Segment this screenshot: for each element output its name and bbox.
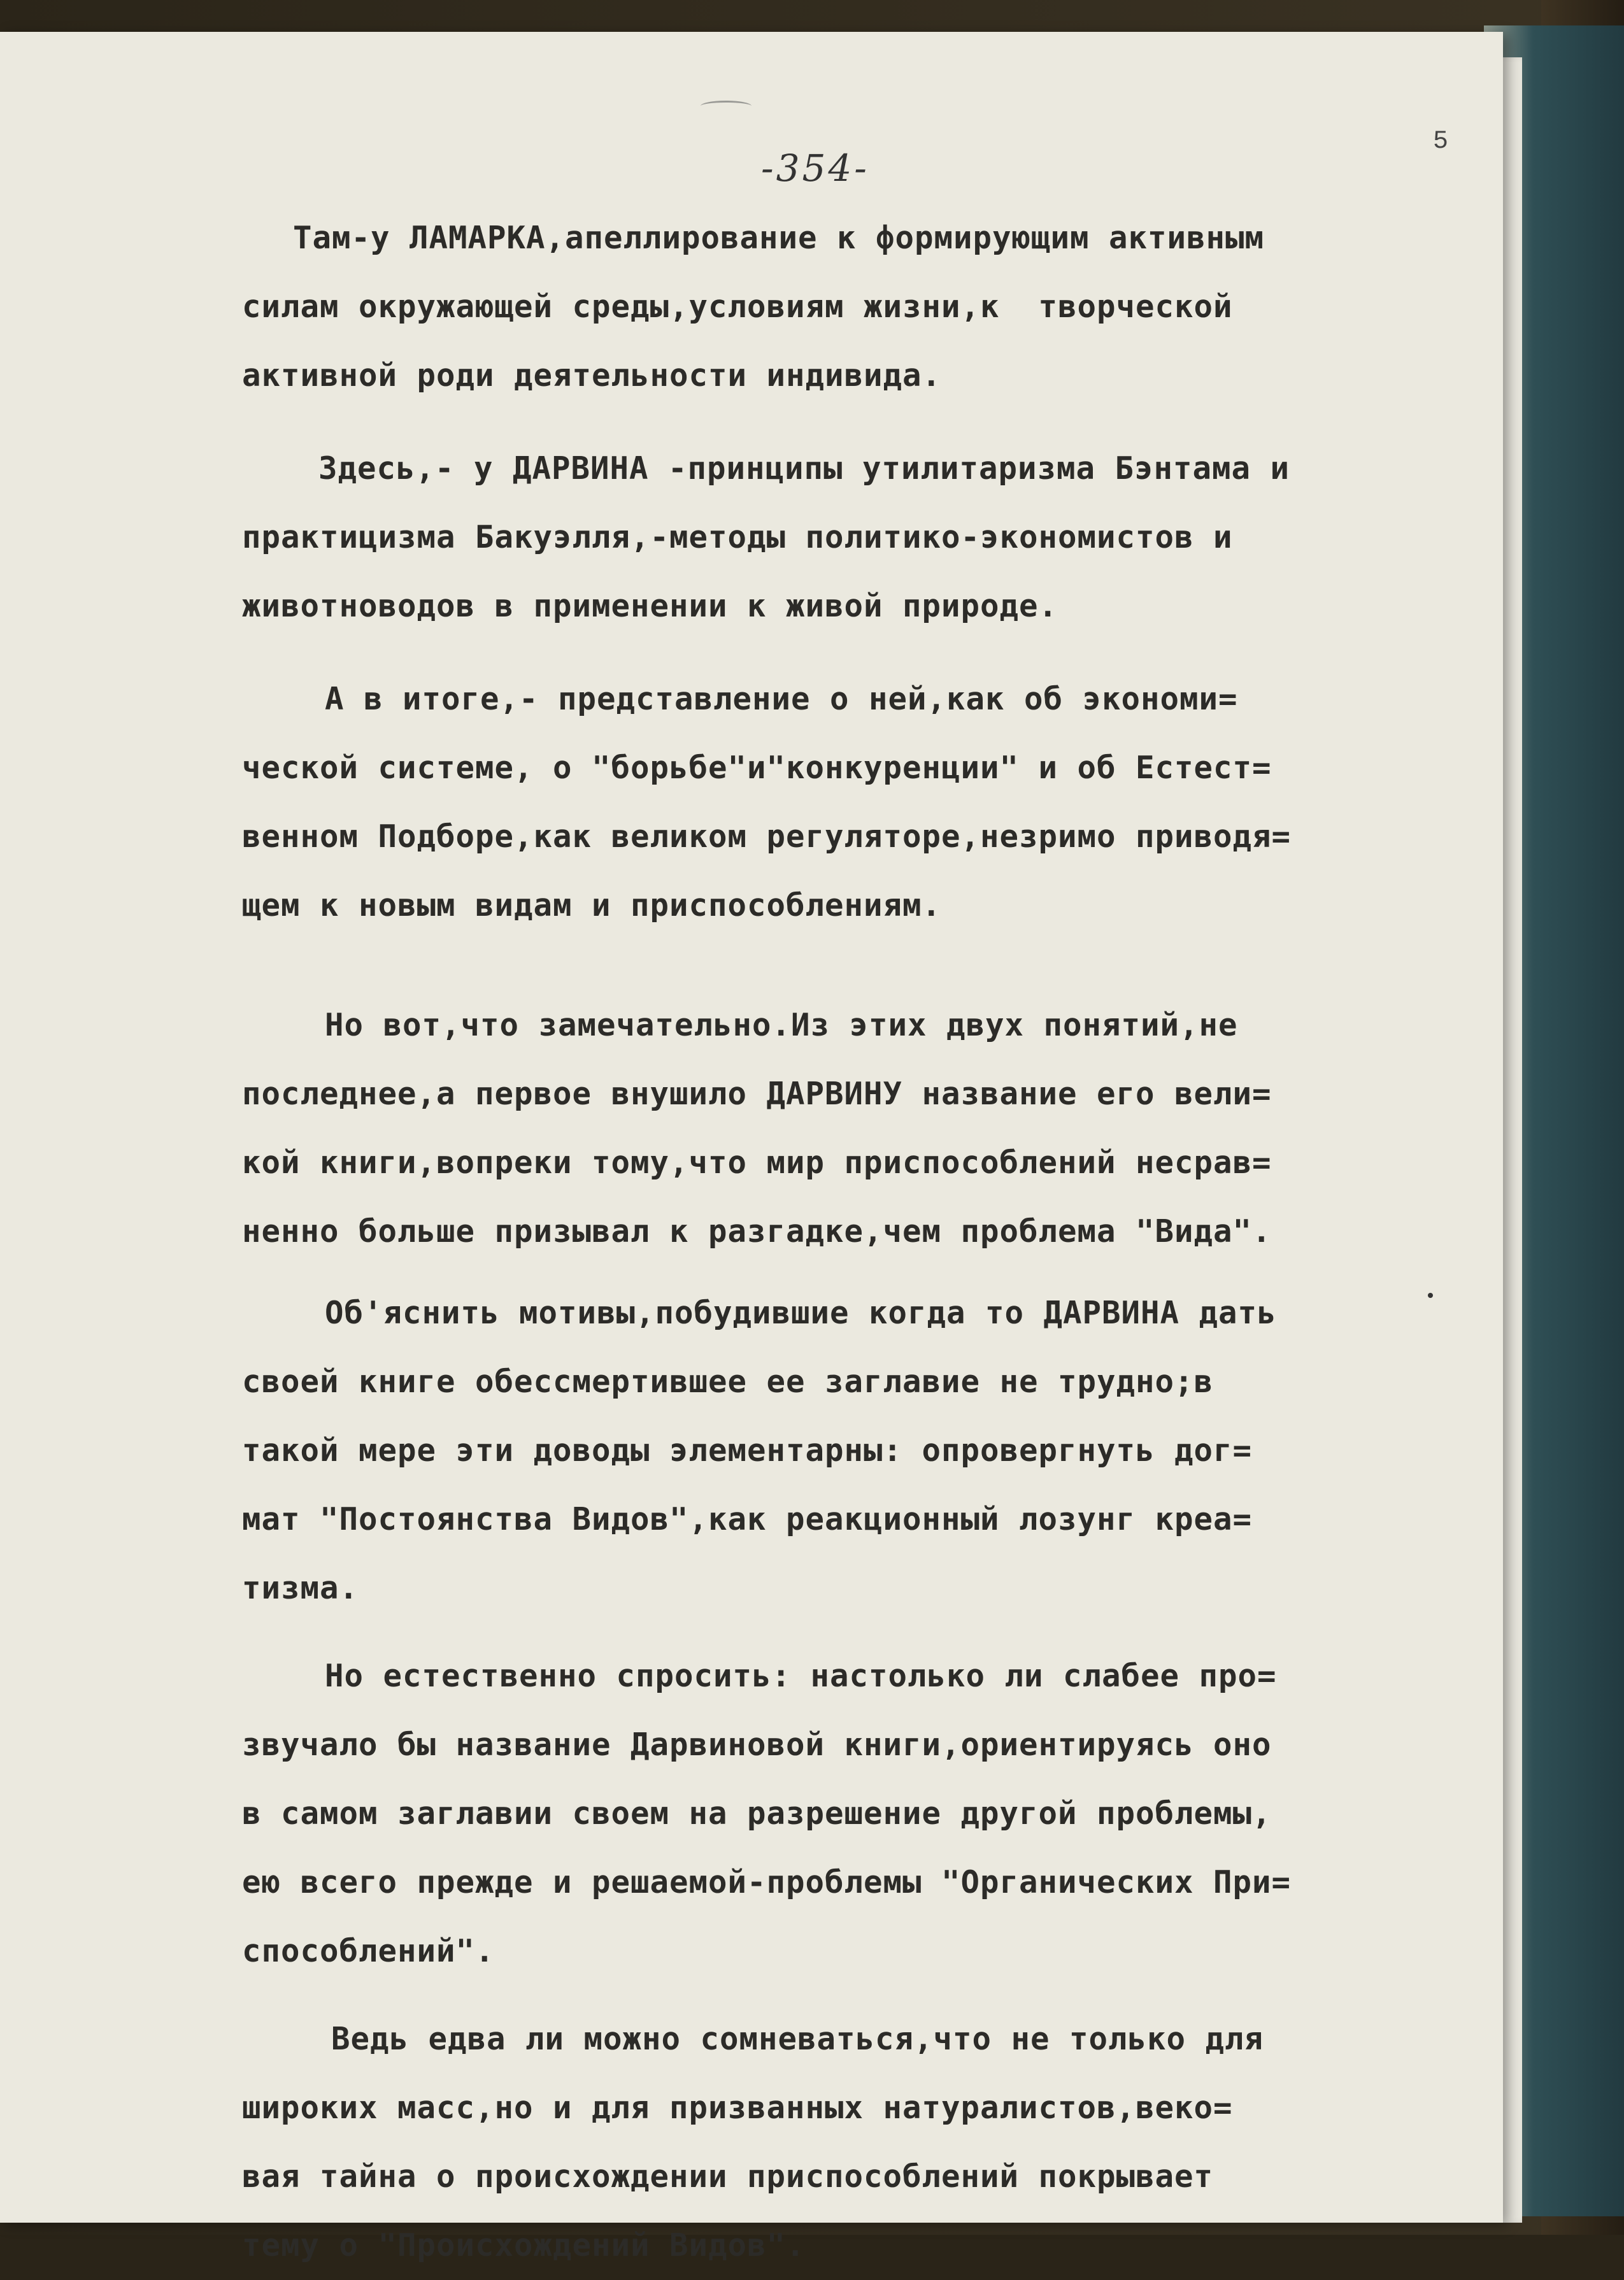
body-text — [242, 204, 1452, 2280]
text-line: Об'яснить мотивы,побудившие когда то ДАРВИНА дать — [325, 1295, 1277, 1331]
text-line: широких масс,но и для призванных натуралистов,веко= — [242, 2090, 1233, 2126]
paragraph — [242, 1642, 1452, 1986]
text-line: Здесь,- у ДАРВИНА -принципы утилитаризма Бэнтама и — [318, 450, 1290, 487]
text-line: звучало бы название Дарвиновой книги,ориентируясь оно — [242, 1727, 1272, 1763]
text-line: венном Подборе,как великом регуляторе,незримо приводя= — [242, 818, 1292, 855]
text-line: в самом заглавии своем на разрешение другой проблемы, — [242, 1795, 1272, 1832]
text-line: активной роди деятельности индивида. — [242, 357, 942, 394]
typewritten-page — [0, 32, 1503, 2263]
text-line: А в итоге,- представление о ней,как об экономи= — [325, 681, 1238, 717]
text-line: щем к новым видам и приспособлениям. — [242, 887, 942, 923]
paragraph — [242, 2005, 1452, 2280]
ink-dot — [1428, 1293, 1433, 1298]
text-line: такой мере эти доводы элементарны: опровергнуть дог= — [242, 1432, 1253, 1469]
text-line: Ведь едва ли можно сомневаться,что не только для — [331, 2021, 1264, 2057]
text-line: ею всего прежде и решаемой-проблемы "Органических При= — [242, 1864, 1292, 1900]
text-line: ческой системе, о "борьбе"и"конкуренции" и об Естест= — [242, 750, 1272, 786]
text-line: способлений". — [242, 1933, 495, 1969]
paragraph — [242, 991, 1452, 1266]
text-line: Но естественно спросить: настолько ли слабее про= — [325, 1658, 1277, 1694]
text-line: Там-у ЛАМАРКА,апеллирование к формирующим активным — [293, 220, 1265, 256]
text-line: мат "Постоянства Видов",как реакционный лозунг креа= — [242, 1501, 1253, 1537]
text-line: тему о "Происхождений Видов". — [242, 2227, 806, 2263]
page-number: -354- — [761, 146, 869, 190]
text-line: последнее,а первое внушило ДАРВИНУ название его вели= — [242, 1076, 1272, 1112]
paragraph — [242, 1279, 1452, 1623]
text-line: тизма. — [242, 1570, 359, 1606]
paragraph — [242, 434, 1452, 641]
corner-mark: 5 — [1433, 127, 1449, 156]
text-line: своей книге обессмертившее ее заглавие не трудно;в — [242, 1364, 1214, 1400]
pencil-mark — [701, 101, 751, 111]
paragraph — [242, 204, 1452, 410]
text-line: вая тайна о происхождении приспособлений покрывает — [242, 2158, 1214, 2195]
text-line: силам окружающей среды,условиям жизни,к творческой — [242, 289, 1233, 325]
text-line: Но вот,что замечательно.Из этих двух понятий,не — [325, 1007, 1238, 1043]
text-line: ненно больше призывал к разгадке,чем проблема "Вида". — [242, 1213, 1272, 1250]
paragraph — [242, 665, 1452, 940]
text-line: практицизма Бакуэлля,-методы политико-экономистов и — [242, 519, 1233, 555]
text-line: кой книги,вопреки тому,что мир приспособлений несрав= — [242, 1144, 1272, 1181]
text-line: животноводов в применении к живой природе. — [242, 588, 1058, 624]
